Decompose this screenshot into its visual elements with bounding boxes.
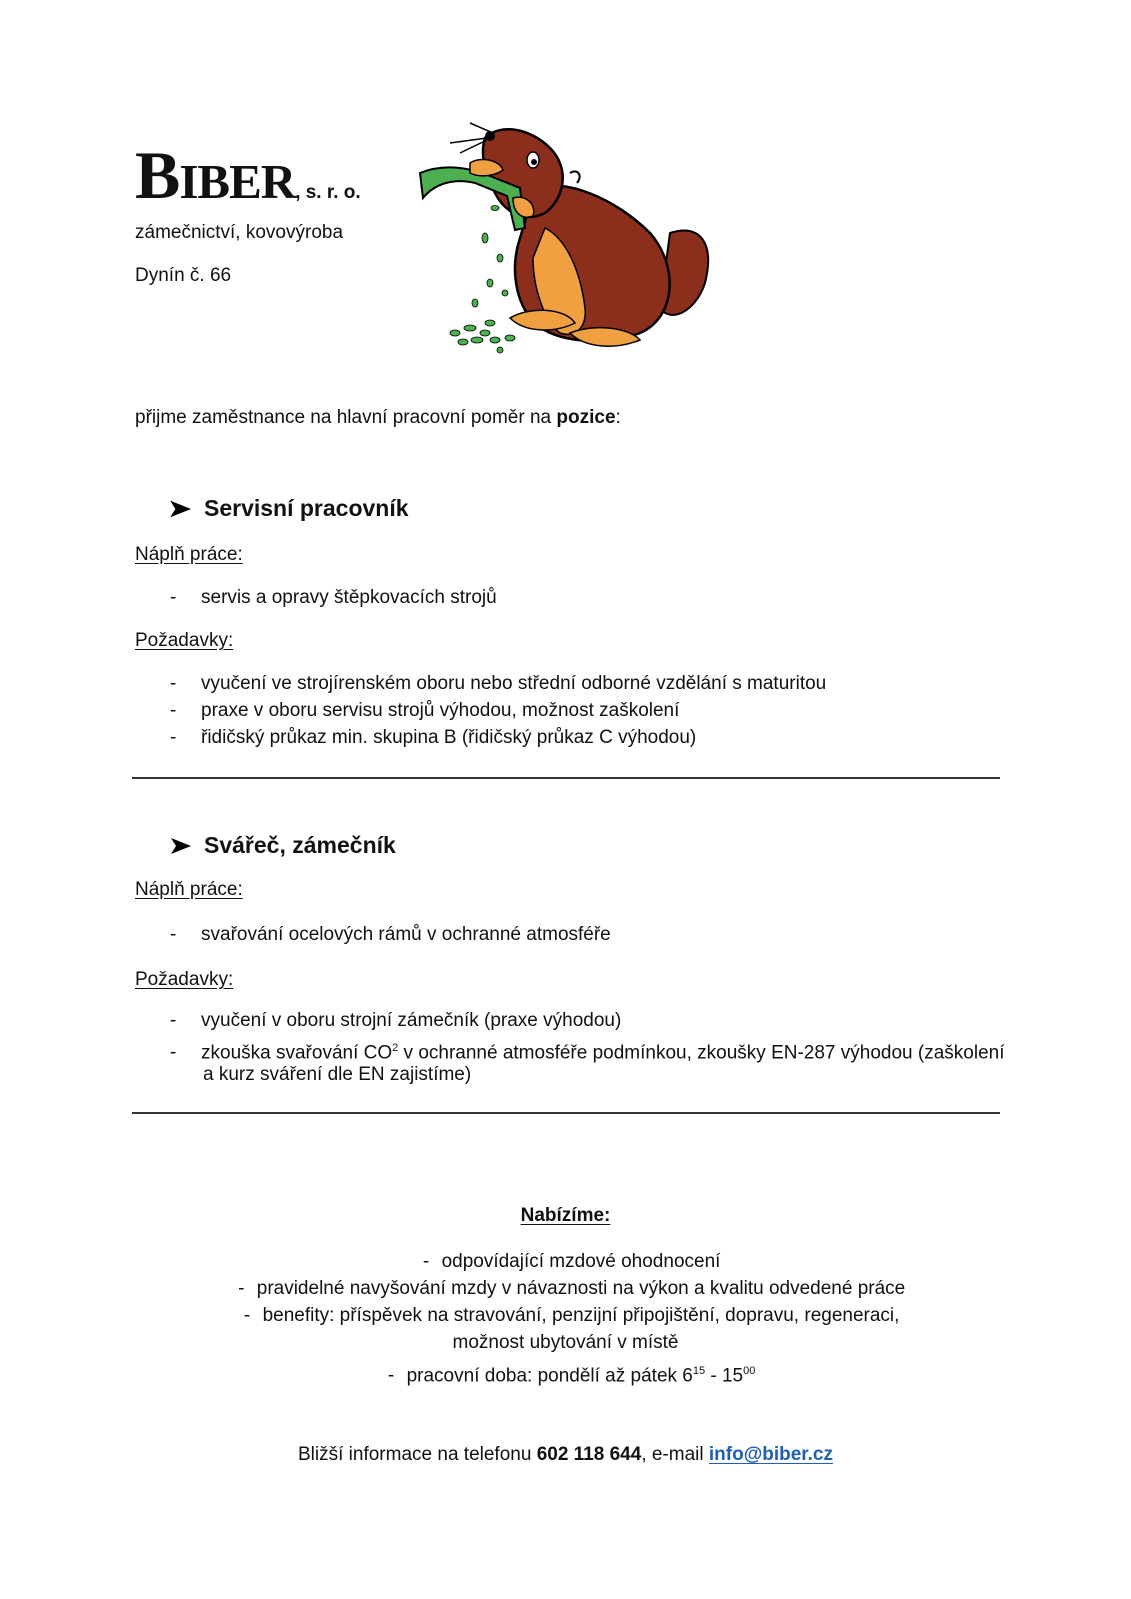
dash-bullet: -: [238, 1278, 245, 1299]
duty-item: [170, 923, 611, 947]
beaver-eating-branch-icon: [415, 118, 715, 368]
section-divider: [132, 1112, 1000, 1114]
section-divider: [132, 777, 1000, 779]
intro-text-end: :: [615, 407, 621, 428]
company-subtitle: zámečnictví, kovovýroba: [135, 222, 344, 243]
dash-bullet: -: [170, 700, 177, 721]
offer-item-text: benefity: příspěvek na stravování, penzijní připojištění, dopravu, regeneraci,: [262, 1305, 900, 1326]
dash-bullet: -: [170, 1042, 177, 1064]
offer-item: [0, 1304, 1131, 1328]
hours-end-sup: 00: [743, 1365, 756, 1377]
company-address: Dynín č. 66: [135, 265, 232, 286]
dash-bullet: -: [243, 1305, 251, 1326]
offer-item: [0, 1250, 1131, 1274]
position-title-text: Servisní pracovník: [204, 495, 409, 521]
contact-line: [0, 1443, 1131, 1467]
dash-bullet: -: [170, 1010, 177, 1031]
contact-text: Bližší informace na telefonu: [298, 1444, 537, 1465]
hours-start-sup: 15: [692, 1365, 706, 1377]
hours-text: pracovní doba: pondělí až pátek 6: [406, 1365, 693, 1387]
arrow-bullet-icon: [170, 500, 192, 518]
contact-phone: 602 118 644: [536, 1444, 642, 1465]
dash-bullet: -: [387, 1365, 395, 1387]
requirements-label: Požadavky:: [135, 969, 234, 990]
duty-item-text: servis a opravy štěpkovacích strojů: [201, 587, 497, 608]
duty-item: [170, 586, 497, 610]
dash-bullet: -: [170, 587, 177, 608]
position-title: [170, 494, 409, 522]
requirement-item-text-cont: v ochranné atmosféře podmínkou, zkoušky EN-287 výhodou (zaškolení: [398, 1042, 1005, 1064]
offer-item: [0, 1277, 1131, 1301]
dash-bullet: -: [170, 924, 177, 945]
requirement-item-text: vyučení v oboru strojní zámečník (praxe výhodou): [201, 1010, 622, 1031]
duties-label: Náplň práce:: [135, 879, 243, 900]
company-suffix: , s. r. o.: [295, 182, 361, 203]
requirement-item-wrap: a kurz sváření dle EN zajistíme): [203, 1064, 472, 1085]
email-link[interactable]: info@biber.cz: [708, 1444, 833, 1465]
requirement-item-text: zkouška svařování CO: [201, 1042, 393, 1064]
offer-item-hours: [0, 1359, 1131, 1388]
company-name-rest: IBER: [179, 154, 296, 209]
duties-label: Náplň práce:: [135, 544, 243, 565]
requirement-item-text: vyučení ve strojírenském oboru nebo střední odborné vzdělání s maturitou: [201, 673, 827, 694]
requirements-label: Požadavky:: [135, 630, 234, 651]
intro-text-main: přijme zaměstnance na hlavní pracovní poměr na: [135, 407, 557, 428]
offer-item-wrap: možnost ubytování v místě: [452, 1332, 679, 1353]
arrow-bullet-icon: [170, 837, 192, 855]
requirement-item: [170, 672, 826, 696]
hours-end: - 15: [705, 1365, 744, 1387]
superscript-2: 2: [392, 1042, 399, 1054]
offer-item-text: odpovídající mzdové ohodnocení: [441, 1251, 721, 1272]
requirement-item: [170, 726, 696, 750]
requirement-item-text: řidičský průkaz min. skupina B (řidičský průkaz C výhodou): [201, 727, 697, 748]
position-title-text: Svářeč, zámečník: [204, 832, 396, 858]
intro-text-bold: pozice: [556, 407, 616, 428]
dash-bullet: -: [170, 673, 177, 694]
requirement-item: [170, 1036, 1004, 1065]
dash-bullet: -: [422, 1251, 430, 1272]
requirement-item: [170, 1009, 621, 1033]
intro-text: [135, 406, 621, 430]
position-title: [170, 831, 396, 859]
requirement-item-text: praxe v oboru servisu strojů výhodou, možnost zaškolení: [201, 700, 680, 721]
company-name: [135, 137, 361, 228]
requirement-item: [170, 699, 679, 723]
dash-bullet: -: [170, 727, 177, 748]
offer-title: Nabízíme:: [520, 1205, 611, 1226]
duty-item-text: svařování ocelových rámů v ochranné atmosféře: [201, 924, 611, 945]
offer-item-text: pravidelné navyšování mzdy v návaznosti na výkon a kvalitu odvedené práce: [256, 1278, 906, 1299]
contact-mid: , e-mail: [641, 1444, 709, 1465]
company-name-initial: B: [135, 137, 180, 213]
